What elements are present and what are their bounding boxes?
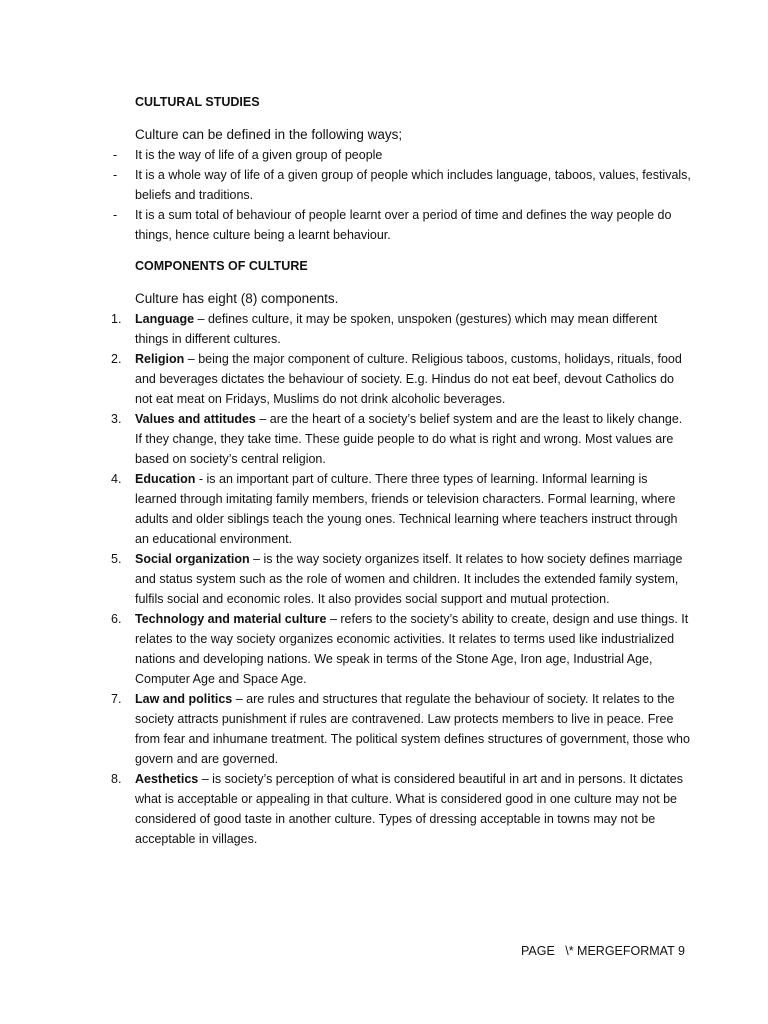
item-number: 3. — [111, 412, 122, 426]
component-term: Religion — [135, 352, 185, 366]
section-intro-components: Culture has eight (8) components. — [135, 291, 339, 306]
item-number: 1. — [111, 312, 122, 326]
component-description: – being the major component of culture. Religious taboos, customs, holidays, rituals, food and beverages dictates the behaviour of society. E.g. Hindus do not eat beef, devout Catholics do not eat meat on Fridays, Muslims do not drink alcoholic beverages. — [135, 352, 682, 406]
component-item-education — [111, 469, 691, 549]
item-number: 8. — [111, 772, 122, 786]
component-item-language — [111, 309, 691, 349]
component-description: - is an important part of culture. There three types of learning. Informal learning is learned through imitating family members, friends or television characters. Formal learning, where adults and older siblings teach the young ones. Technical learning where teachers instruct through an educational environment. — [135, 472, 678, 546]
dash-bullet: - — [113, 208, 118, 222]
page-footer: PAGE \* MERGEFORMAT 9 — [521, 944, 685, 958]
document-body — [111, 93, 691, 849]
component-description: – is society’s perception of what is considered beautiful in art and in persons. It dictates what is acceptable or appealing in that culture. What is considered good in one culture may not be considered of good taste in another culture. Types of dressing acceptable in towns may not be acceptable in villages. — [135, 772, 683, 846]
component-term: Language — [135, 312, 195, 326]
spacer — [111, 245, 691, 257]
item-number: 6. — [111, 612, 122, 626]
dash-bullet: - — [113, 168, 118, 182]
component-term: Social organization — [135, 552, 250, 566]
component-description: – refers to the society’s ability to create, design and use things. It relates to the way society organizes economic activities. It relates to terms used like industrialized nations and developing nations. We speak in terms of the Stone Age, Iron age, Industrial Age, Computer Age and Space Age. — [135, 612, 689, 686]
component-item-technology — [111, 609, 691, 689]
definition-text: It is a whole way of life of a given group of people which includes language, taboos, values, festivals, beliefs and traditions. — [135, 168, 691, 202]
component-description: – are the heart of a society’s belief system and are the least to likely change. If they change, they take time. These guide people to do what is right and wrong. Most values are based on society’s central religion. — [135, 412, 683, 466]
component-term: Values and attitudes — [135, 412, 256, 426]
item-number: 5. — [111, 552, 122, 566]
component-term: Education — [135, 472, 196, 486]
component-description: – is the way society organizes itself. It relates to how society defines marriage and status system such as the role of women and children. It includes the extended family system, fulfils social and economic roles. It also provides social support and mutual protection. — [135, 552, 683, 606]
definition-text: It is a sum total of behaviour of people learnt over a period of time and defines the way people do things, hence culture being a learnt behaviour. — [135, 208, 672, 242]
component-item-values-and-attitudes — [111, 409, 691, 469]
component-term: Law and politics — [135, 692, 233, 706]
component-item-law-and-politics — [111, 689, 691, 769]
definition-text: It is the way of life of a given group of people — [135, 148, 383, 162]
section-intro-definitions: Culture can be defined in the following ways; — [135, 127, 403, 142]
component-description: – defines culture, it may be spoken, unspoken (gestures) which may mean different things in different cultures. — [135, 312, 658, 346]
definition-list — [111, 145, 691, 245]
item-number: 2. — [111, 352, 122, 366]
component-item-social-organization — [111, 549, 691, 609]
section-heading-components: COMPONENTS OF CULTURE — [135, 259, 308, 273]
component-term: Technology and material culture — [135, 612, 327, 626]
component-item-religion — [111, 349, 691, 409]
component-term: Aesthetics — [135, 772, 199, 786]
definition-item — [111, 205, 691, 245]
dash-bullet: - — [113, 148, 118, 162]
components-list — [111, 309, 691, 849]
spacer — [111, 275, 691, 289]
spacer — [111, 111, 691, 125]
component-description: – are rules and structures that regulate the behaviour of society. It relates to the society attracts punishment if rules are contravened. Law protects members to live in peace. Free from fear and inhumane treatment. The political system defines structures of government, those who govern and are governed. — [135, 692, 690, 766]
section-heading-cultural-studies: CULTURAL STUDIES — [135, 95, 260, 109]
definition-item — [111, 145, 691, 165]
definition-item — [111, 165, 691, 205]
component-item-aesthetics — [111, 769, 691, 849]
item-number: 4. — [111, 472, 122, 486]
item-number: 7. — [111, 692, 122, 706]
